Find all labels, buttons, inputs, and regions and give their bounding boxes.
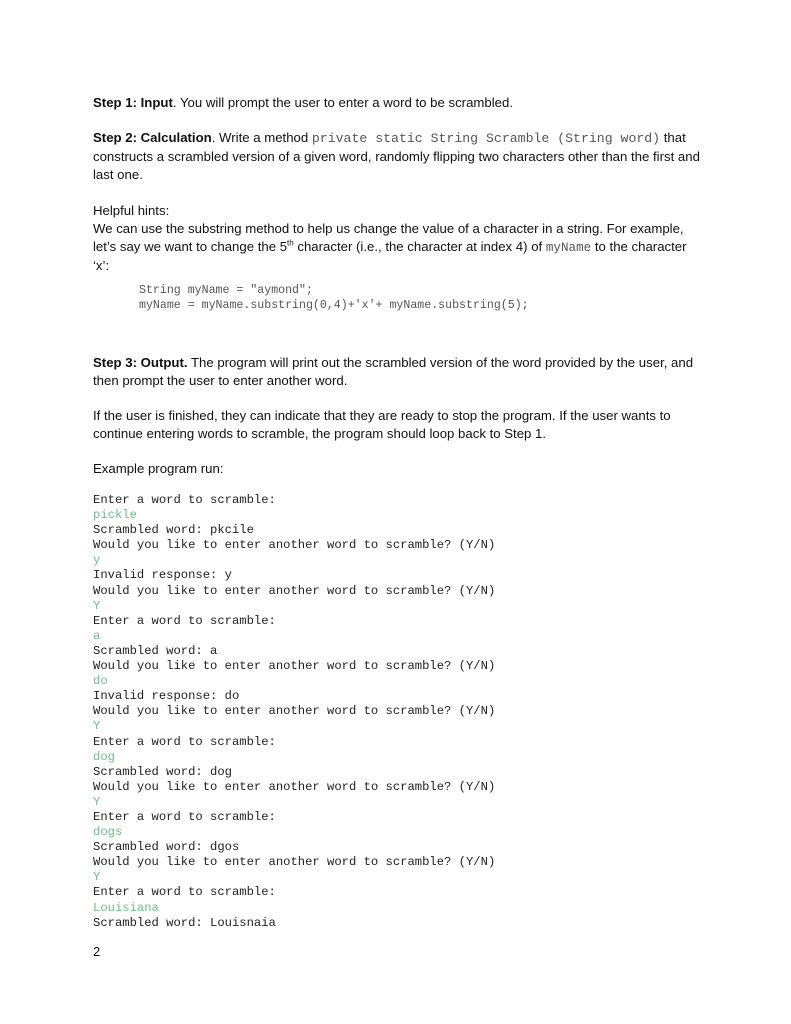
- console-output-line: Would you like to enter another word to scramble? (Y/N): [93, 583, 496, 598]
- console-output-line: Scrambled word: dog: [93, 764, 232, 779]
- finish-paragraph: If the user is finished, they can indicate that they are ready to stop the program. If the user wants to continue entering words to scramble, the program should loop back to Step 1.: [93, 408, 671, 441]
- page-number: 2: [93, 944, 101, 959]
- console-output-line: Would you like to enter another word to scramble? (Y/N): [93, 779, 496, 794]
- step1-paragraph: [93, 94, 703, 112]
- console-output-line: Would you like to enter another word to scramble? (Y/N): [93, 538, 496, 553]
- hints-text-2: character (i.e., the character at index 4) of: [293, 239, 546, 254]
- console-user-input: dog: [93, 749, 115, 764]
- console-output-line: Enter a word to scramble:: [93, 613, 276, 628]
- console-output-line: Enter a word to scramble:: [93, 885, 276, 900]
- code-line: myName = myName.substring(0,4)+'x'+ myName.substring(5);: [139, 299, 529, 312]
- console-user-input: Y: [93, 719, 101, 734]
- code-line: String myName = "aymond";: [139, 284, 313, 297]
- console-user-input: do: [93, 674, 108, 689]
- document-page: [93, 94, 703, 931]
- console-output-line: Would you like to enter another word to scramble? (Y/N): [93, 855, 496, 870]
- hints-title: Helpful hints:: [93, 203, 170, 218]
- console-output-line: Scrambled word: Louisnaia: [93, 915, 276, 930]
- hints-paragraph: [93, 220, 703, 275]
- console-output-line: Scrambled word: dgos: [93, 840, 240, 855]
- hints-variable-name: myName: [545, 241, 592, 255]
- console-output-line: Would you like to enter another word to scramble? (Y/N): [93, 704, 496, 719]
- step3-text: The program will print out the scrambled version of the word provided by the user, and then prompt the user to enter another word.: [93, 355, 694, 388]
- console-output-line: Enter a word to scramble:: [93, 734, 276, 749]
- hints-text-3: to the character ‘x’:: [93, 239, 687, 273]
- step2-text-before: . Write a method: [211, 130, 312, 145]
- console-output-line: Enter a word to scramble:: [93, 493, 276, 507]
- step3-paragraph: [93, 354, 703, 390]
- console-output-line: Invalid response: do: [93, 689, 240, 704]
- console-user-input: y: [93, 553, 101, 568]
- console-user-input: Y: [93, 794, 101, 809]
- method-signature: private static String Scramble (String word): [311, 131, 661, 146]
- console-user-input: Y: [93, 598, 101, 613]
- step2-text-after: that constructs a scrambled version of a given word, randomly flipping two characters other than the first and last one.: [93, 130, 700, 182]
- hints-superscript: th: [287, 238, 294, 248]
- console-user-input: dogs: [93, 825, 123, 840]
- step2-paragraph: [93, 129, 703, 184]
- step3-heading: Step 3: Output.: [93, 355, 188, 370]
- console-user-input: pickle: [93, 508, 137, 523]
- example-title: Example program run:: [93, 461, 224, 476]
- step1-text: . You will prompt the user to enter a word to be scrambled.: [172, 95, 513, 110]
- console-user-input: Louisiana: [93, 900, 159, 915]
- console-output-line: Scrambled word: a: [93, 643, 218, 658]
- step2-heading: Step 2: Calculation: [93, 130, 212, 145]
- step1-heading: Step 1: Input: [93, 95, 173, 110]
- console-output-line: Would you like to enter another word to scramble? (Y/N): [93, 659, 496, 674]
- hints-text-1: We can use the substring method to help us change the value of a character in a string. For example, let’s say we want to change the 5: [93, 221, 684, 254]
- code-example: [93, 283, 703, 313]
- console-output-line: Enter a word to scramble:: [93, 809, 276, 824]
- console-user-input: Y: [93, 870, 101, 885]
- console-output-line: Scrambled word: pkcile: [93, 523, 254, 538]
- console-user-input: a: [93, 628, 101, 643]
- example-console-output: [93, 493, 703, 931]
- console-output-line: Invalid response: y: [93, 568, 232, 583]
